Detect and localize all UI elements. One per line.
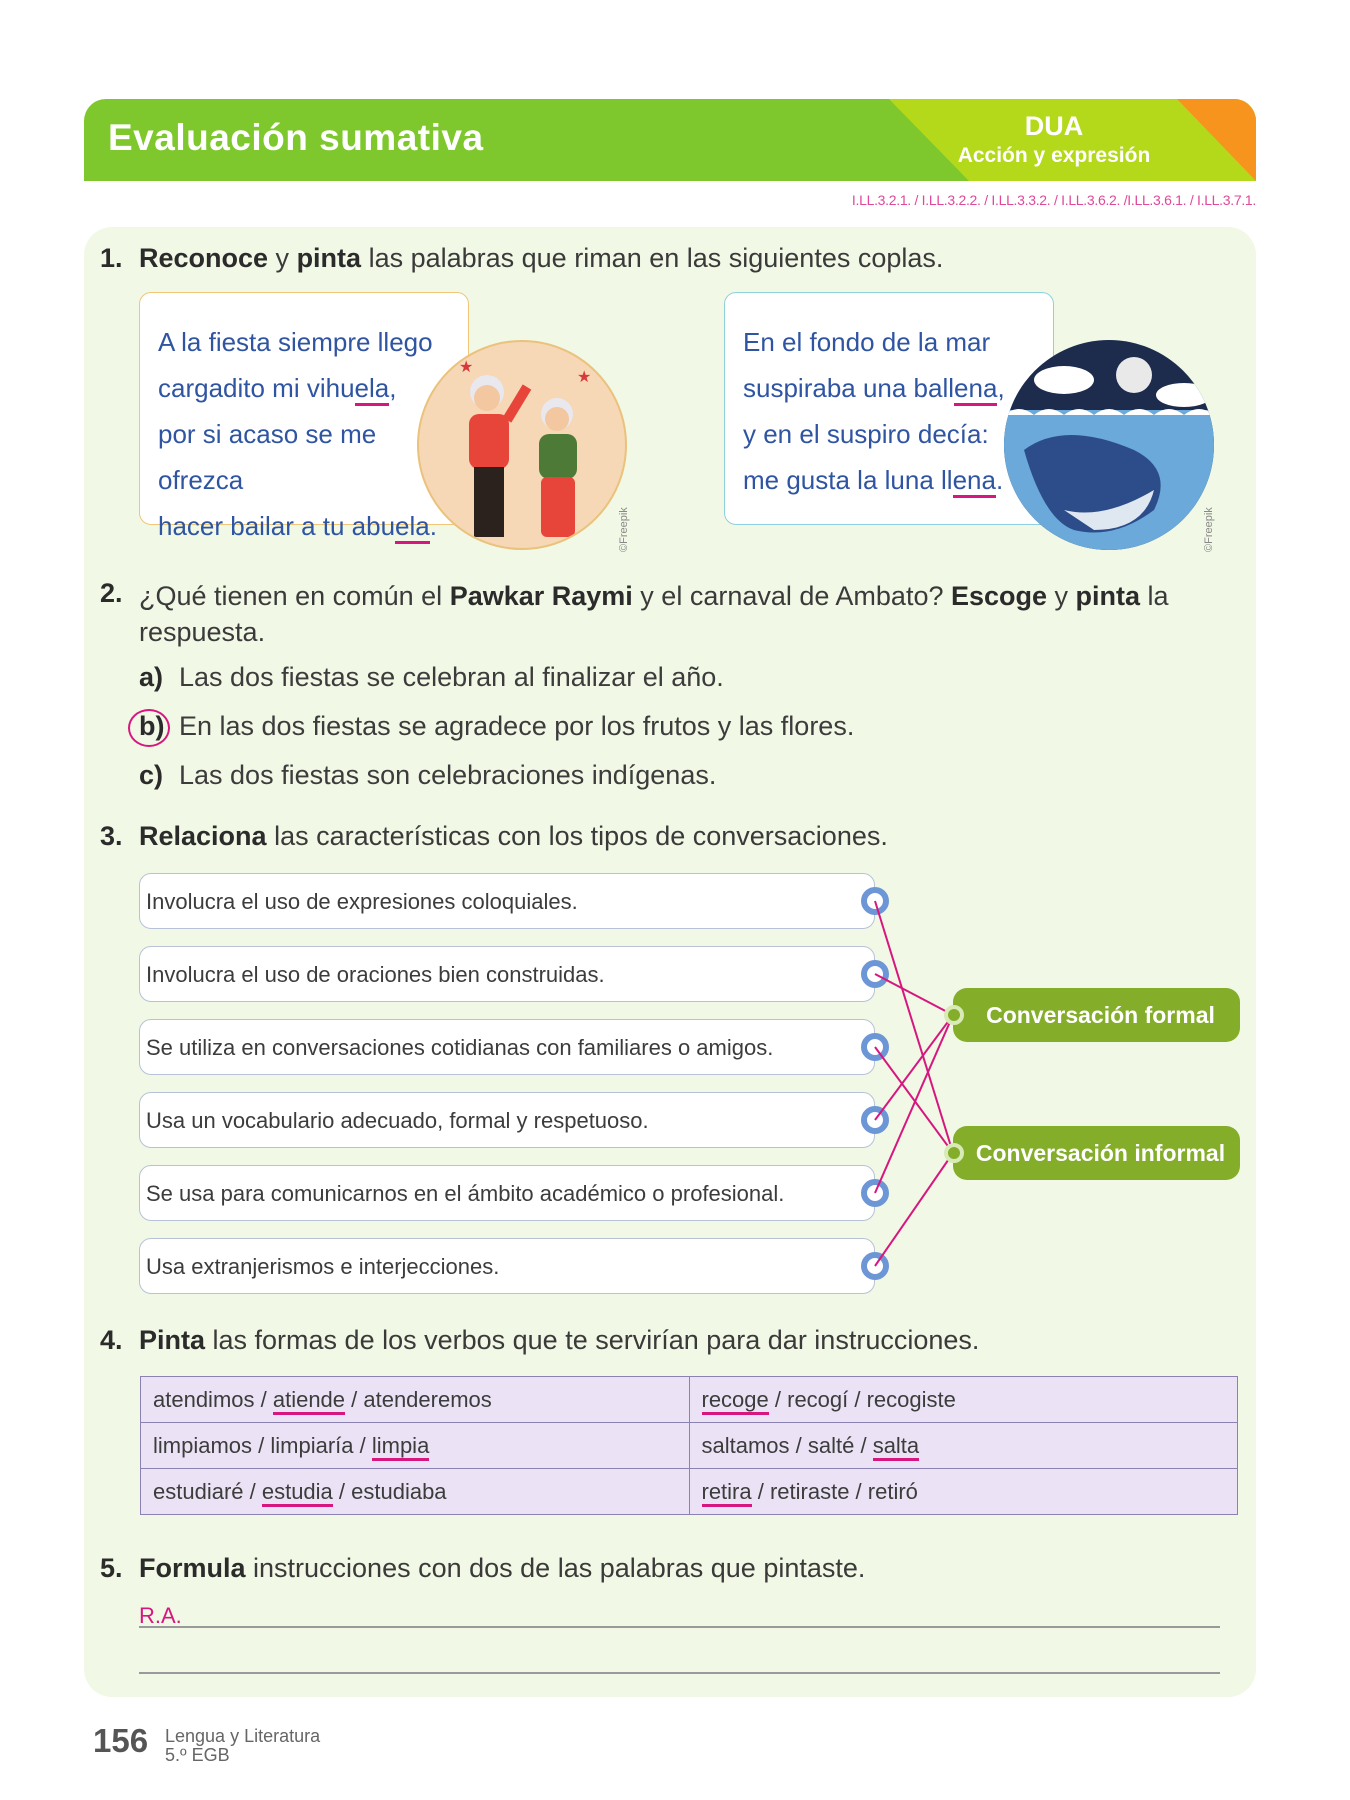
match-line: [875, 1047, 953, 1153]
match-line: [875, 901, 953, 1153]
q1-prompt: Reconoce y pinta las palabras que riman en las siguientes coplas.: [139, 243, 944, 273]
answer-text[interactable]: R.A.: [139, 1603, 182, 1628]
poem-line: y en el suspiro decía:: [743, 419, 989, 449]
match-line: [875, 1153, 953, 1266]
option-b[interactable]: b) En las dos fiestas se agradece por los frutos y las flores.: [139, 711, 855, 741]
characteristic-row: Usa un vocabulario adecuado, formal y respetuoso.: [139, 1092, 875, 1148]
poem-line: cargadito mi vihuela,: [158, 365, 468, 411]
painted-verb: limpia: [372, 1433, 429, 1461]
verb-cell[interactable]: limpiamos / limpiaría / limpia: [141, 1423, 690, 1469]
table-row: [141, 1423, 1238, 1469]
svg-text:★: ★: [459, 359, 474, 376]
image-credit: ©Freepik: [1203, 507, 1215, 552]
characteristic-row: Se utiliza en conversaciones cotidianas con familiares o amigos.: [139, 1019, 875, 1075]
q3-number: 3.: [100, 821, 123, 851]
target-informal[interactable]: Conversación informal: [953, 1126, 1240, 1180]
q3-prompt: Relaciona las características con los tipos de conversaciones.: [139, 821, 888, 851]
q5-number: 5.: [100, 1553, 123, 1583]
q2-prompt: ¿Qué tienen en común el Pawkar Raymi y el carnaval de Ambato? Escoge y pinta la respuesta.: [139, 581, 1169, 647]
rhyme-underline: ela: [395, 511, 430, 544]
page-title: Evaluación sumativa: [108, 117, 484, 158]
answer-line-1[interactable]: [139, 1626, 1220, 1628]
poem-line: por si acaso se me ofrezca: [158, 419, 377, 495]
image-credit: ©Freepik: [618, 507, 630, 552]
page-number: 156: [93, 1722, 149, 1759]
q5-prompt: Formula instrucciones con dos de las palabras que pintaste.: [139, 1553, 866, 1583]
q1-number: 1.: [100, 243, 123, 273]
svg-text:★: ★: [577, 369, 592, 386]
verb-table: [140, 1376, 1238, 1515]
rhyme-underline: ela: [355, 373, 390, 406]
painted-verb: recoge: [702, 1387, 769, 1415]
rhyme-underline: ena: [953, 465, 996, 498]
characteristic-row: Involucra el uso de expresiones coloquiales.: [139, 873, 875, 929]
q2-number: 2.: [100, 578, 123, 608]
match-line: [875, 974, 953, 1015]
table-row: [141, 1469, 1238, 1515]
characteristic-row: Se usa para comunicarnos en el ámbito académico o profesional.: [139, 1165, 875, 1221]
poem-line: A la fiesta siempre llego: [158, 327, 433, 357]
poem-line: hacer bailar a tu abuela.: [158, 503, 468, 549]
footer-subject: Lengua y Literatura 5.º EGB: [165, 1726, 321, 1765]
painted-verb: estudia: [262, 1479, 333, 1507]
option-a[interactable]: a) Las dos fiestas se celebran al finalizar el año.: [139, 662, 724, 692]
verb-cell[interactable]: atendimos / atiende / atenderemos: [141, 1377, 690, 1423]
poem-line: me gusta la luna llena.: [743, 457, 1053, 503]
poem-line: suspiraba una ballena,: [743, 365, 1053, 411]
rhyme-underline: ena: [954, 373, 997, 406]
painted-verb: salta: [873, 1433, 919, 1461]
verb-cell[interactable]: saltamos / salté / salta: [689, 1423, 1238, 1469]
painted-verb: retira: [702, 1479, 752, 1507]
painted-verb: atiende: [273, 1387, 345, 1415]
option-c[interactable]: c) Las dos fiestas son celebraciones indígenas.: [139, 760, 717, 790]
verb-cell[interactable]: recoge / recogí / recogiste: [689, 1377, 1238, 1423]
verb-cell[interactable]: estudiaré / estudia / estudiaba: [141, 1469, 690, 1515]
table-row: [141, 1377, 1238, 1423]
q4-number: 4.: [100, 1325, 123, 1355]
dua-label: DUA Acción y expresión: [957, 111, 1151, 167]
q4-prompt: Pinta las formas de los verbos que te servirían para dar instrucciones.: [139, 1325, 980, 1355]
target-formal[interactable]: Conversación formal: [953, 988, 1240, 1042]
verb-cell[interactable]: retira / retiraste / retiró: [689, 1469, 1238, 1515]
indicator-codes: I.LL.3.2.1. / I.LL.3.2.2. / I.LL.3.3.2. / I.LL.3.6.2. /I.LL.3.6.1. / I.LL.3.7.1.: [851, 192, 1256, 208]
answer-line-2[interactable]: [139, 1672, 1220, 1674]
poem-line: En el fondo de la mar: [743, 327, 991, 357]
characteristic-row: Usa extranjerismos e interjecciones.: [139, 1238, 875, 1294]
characteristic-row: Involucra el uso de oraciones bien construidas.: [139, 946, 875, 1002]
